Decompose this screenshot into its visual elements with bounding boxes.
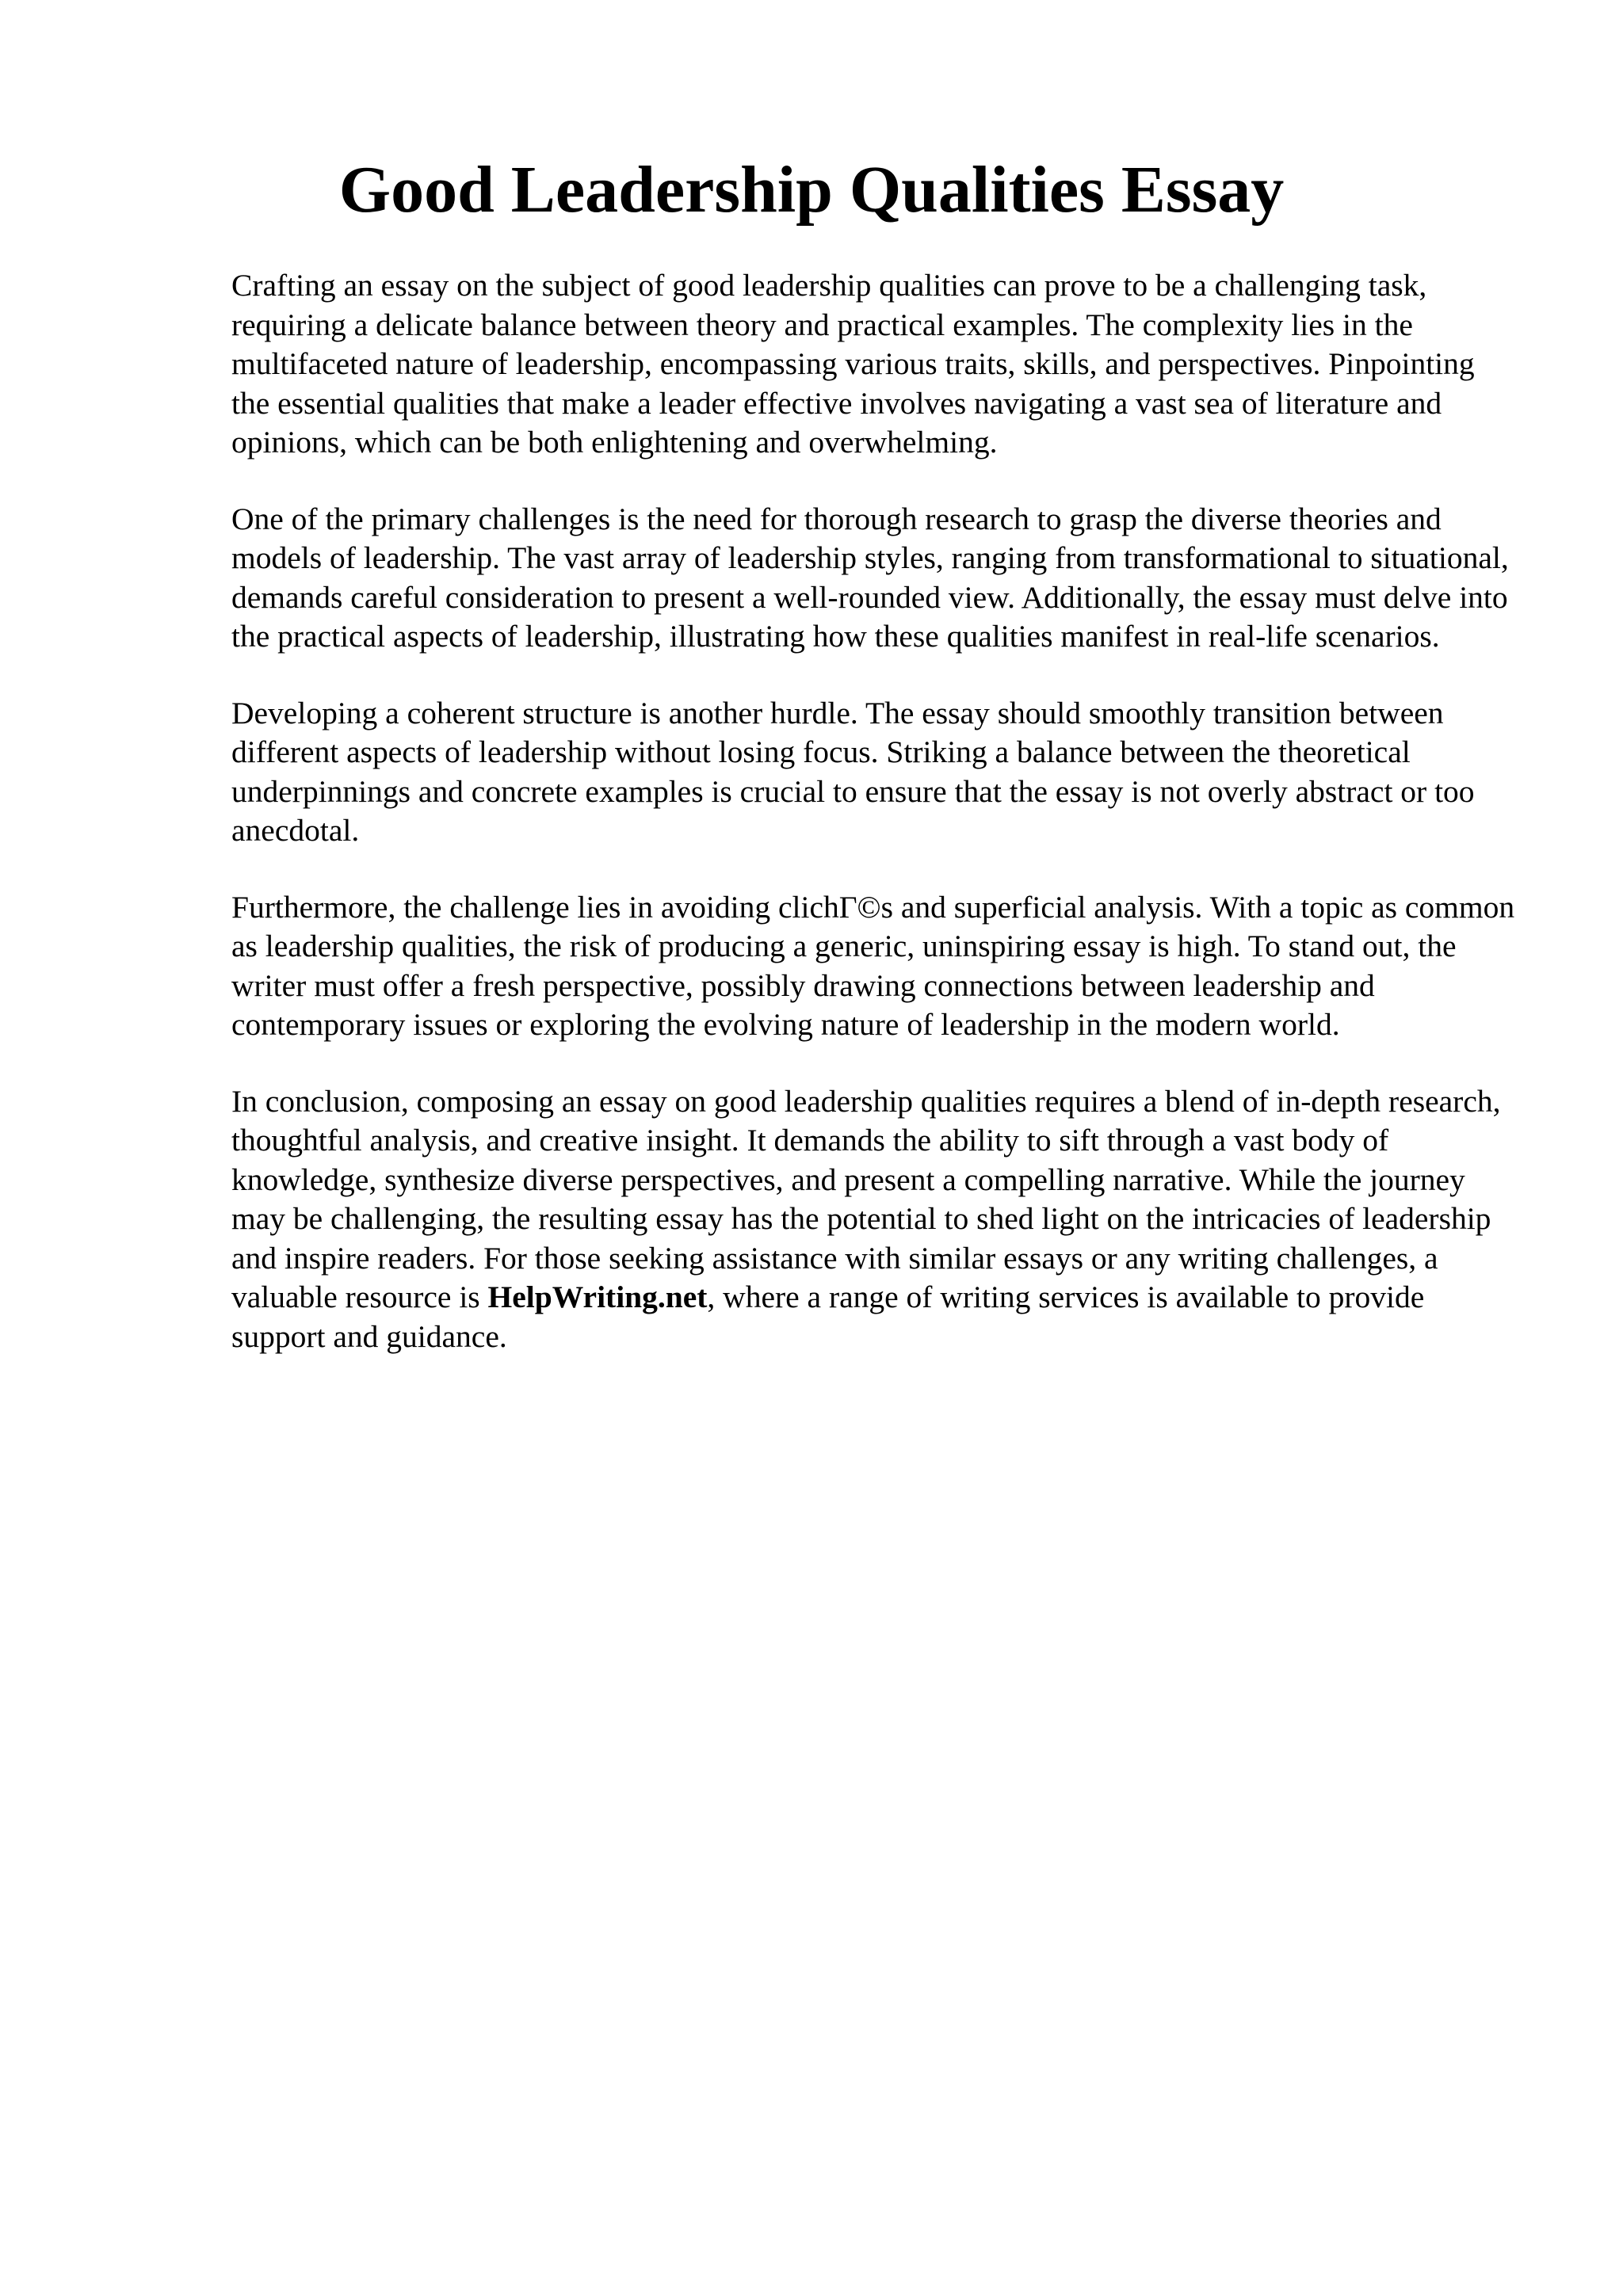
helpwriting-link[interactable]: HelpWriting.net [487, 1280, 708, 1314]
paragraph-3: Developing a coherent structure is another hurdle. The essay should smoothly transition between different aspects of leadership without losing focus. Striking a balance between the theoretical underpinnings and concrete examples is crucial to ensure that the essay is not overly abstract or too anecdotal. [231, 695, 1475, 848]
conclusion-text-before-link: In conclusion, composing an essay on good leadership qualities requires a blend of in-depth research, thoughtful analysis, and creative insight. It demands the ability to sift through a vast body of knowledge, synthesize diverse perspectives, and present a compelling narrative. While the journey may be challenging, the resulting essay has the potential to shed light on the intricacies of leadership and inspire readers. For those seeking assistance with similar essays or any writing challenges, a valuable resource is [231, 1083, 1501, 1314]
paragraph-4: Furthermore, the challenge lies in avoiding clichΓ©s and superficial analysis. With a topic as common as leadership qualities, the risk of producing a generic, uninspiring essay is high. To stand out, the writer must offer a fresh perspective, possibly drawing connections between leadership and contemporary issues or exploring the evolving nature of leadership in the modern world. [231, 889, 1515, 1042]
conclusion-text-after-link: , where a range of writing services is available to provide support and guidance. [231, 1280, 1425, 1354]
paragraph-2: One of the primary challenges is the need for thorough research to grasp the diverse theories and models of leadership. The vast array of leadership styles, ranging from transformational to situational, demands careful consideration to present a well-rounded view. Additionally, the essay must delve into the practical aspects of leadership, illustrating how these qualities manifest in real-life scenarios. [231, 501, 1509, 654]
paragraph-1: Crafting an essay on the subject of good leadership qualities can prove to be a challenging task, requiring a delicate balance between theory and practical examples. The complexity lies in the multifaceted nature of leadership, encompassing various traits, skills, and perspectives. Pinpointing the essential qualities that make a leader effective involves navigating a vast sea of literature and opinions, which can be both enlightening and overwhelming. [231, 268, 1475, 460]
document-title: Good Leadership Qualities Essay [338, 153, 1285, 227]
document-body [231, 266, 1515, 1394]
paragraph-conclusion [231, 1082, 1515, 1357]
